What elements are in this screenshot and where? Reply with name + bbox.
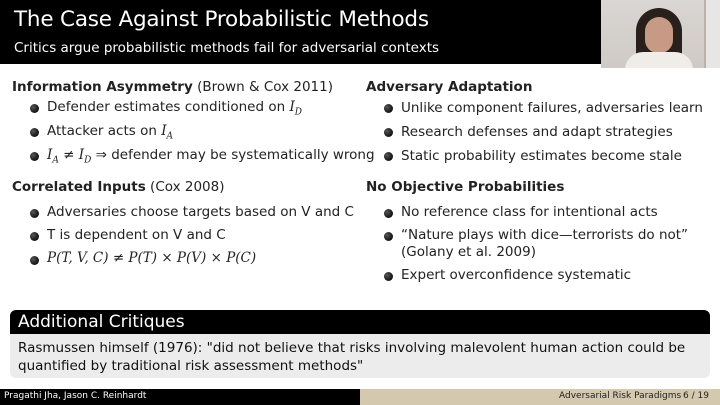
list-item: $I_A \ne I_D$ ⇒ defender may be systematically wrong [47, 147, 375, 166]
presenter-video-feed [601, 0, 720, 68]
footer-authors: Pragathi Jha, Jason C. Reinhardt [4, 391, 147, 401]
slide-subtitle: Critics argue probabilistic methods fail for adversarial contexts [14, 40, 440, 56]
bullet-icon [30, 256, 39, 265]
bullet-icon [30, 209, 39, 218]
slide-footer [0, 389, 720, 405]
bullet-icon [30, 128, 39, 137]
list-item: “Nature plays with dice—terrorists do not” [401, 227, 689, 243]
critiques-quote: Rasmussen himself (1976): "did not believe that risks involving malevolent human action could be quantified by traditional risk assessment methods" [18, 340, 686, 374]
list-item: Research defenses and adapt strategies [401, 124, 673, 140]
critiques-block-body [10, 334, 710, 378]
list-item: T is dependent on V and C [47, 227, 226, 243]
footer-left-bar [0, 389, 360, 405]
section-title-no-objective-probabilities: No Objective Probabilities [366, 179, 565, 195]
footer-page-number: 6 / 19 [683, 391, 709, 401]
presenter-face [645, 17, 673, 53]
bullet-icon [384, 104, 393, 113]
section-title-correlated-inputs: Correlated Inputs (Cox 2008) [12, 179, 225, 195]
list-item: Adversaries choose targets based on V and C [47, 204, 354, 220]
section-title-information-asymmetry: Information Asymmetry (Brown & Cox 2011) [12, 79, 333, 95]
critiques-block-header [10, 310, 710, 334]
bullet-icon [384, 152, 393, 161]
list-item: Defender estimates conditioned on $I_D$ [47, 99, 303, 118]
list-item: Expert overconfidence systematic [401, 267, 632, 283]
bullet-icon [384, 128, 393, 137]
footer-talk-title: Adversarial Risk Paradigms [559, 391, 682, 401]
list-item-equation: P(T, V, C) ≠ P(T) × P(V) × P(C) [47, 250, 257, 266]
list-item-citation: (Golany et al. 2009) [401, 244, 536, 260]
bullet-icon [384, 272, 393, 281]
bullet-icon [30, 232, 39, 241]
bullet-icon [30, 152, 39, 161]
list-item: No reference class for intentional acts [401, 204, 658, 220]
slide-title: The Case Against Probabilistic Methods [14, 7, 429, 32]
list-item: Attacker acts on $I_A$ [47, 123, 174, 142]
bullet-icon [384, 232, 393, 241]
section-title-adversary-adaptation: Adversary Adaptation [366, 79, 533, 95]
bullet-icon [384, 209, 393, 218]
list-item: Static probability estimates become stale [401, 148, 682, 164]
critiques-block-title: Additional Critiques [18, 312, 185, 332]
video-background-door [704, 0, 720, 68]
list-item: Unlike component failures, adversaries learn [401, 100, 703, 116]
presenter-shirt [625, 52, 693, 68]
bullet-icon [30, 104, 39, 113]
